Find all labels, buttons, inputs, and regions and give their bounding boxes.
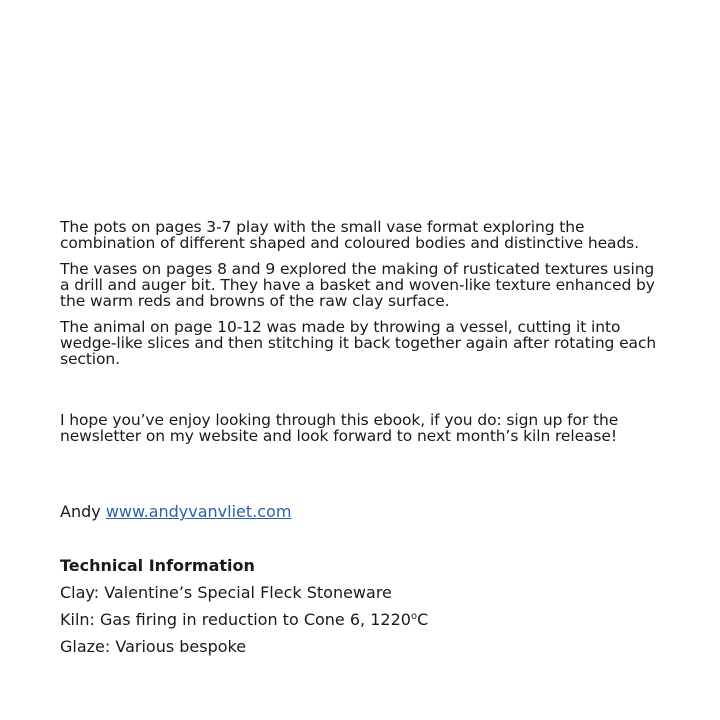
degree-mark: o bbox=[410, 611, 418, 622]
paragraph-closing: I hope you’ve enjoy looking through this ebook, if you do: sign up for the newsletter on my website and look forward to next month’s kiln release! bbox=[60, 411, 619, 445]
website-link[interactable]: www.andyvanvliet.com bbox=[105, 502, 292, 521]
signature-name: Andy bbox=[60, 502, 101, 521]
technical-glaze: Glaze: Various bespoke bbox=[60, 637, 247, 656]
paragraph-vases: The vases on pages 8 and 9 explored the making of rusticated textures using a drill and auger bit. They have a basket and woven-like texture enhanced by the warm reds and browns of the raw clay surface. bbox=[60, 260, 655, 310]
ebook-text-page bbox=[60, 218, 660, 656]
technical-information bbox=[60, 557, 428, 656]
signature bbox=[60, 503, 291, 521]
kiln-unit: C bbox=[417, 610, 429, 629]
technical-title: Technical Information bbox=[60, 556, 255, 575]
technical-clay: Clay: Valentine’s Special Fleck Stoneware bbox=[60, 583, 392, 602]
technical-kiln bbox=[60, 611, 428, 629]
kiln-text: Kiln: Gas firing in reduction to Cone 6, 1220 bbox=[60, 610, 411, 629]
paragraph-pots: The pots on pages 3-7 play with the small vase format exploring the combination of different shaped and coloured bodies and distinctive heads. bbox=[60, 218, 639, 252]
paragraph-animal: The animal on page 10-12 was made by throwing a vessel, cutting it into wedge-like slices and then stitching it back together again after rotating each section. bbox=[60, 318, 657, 368]
